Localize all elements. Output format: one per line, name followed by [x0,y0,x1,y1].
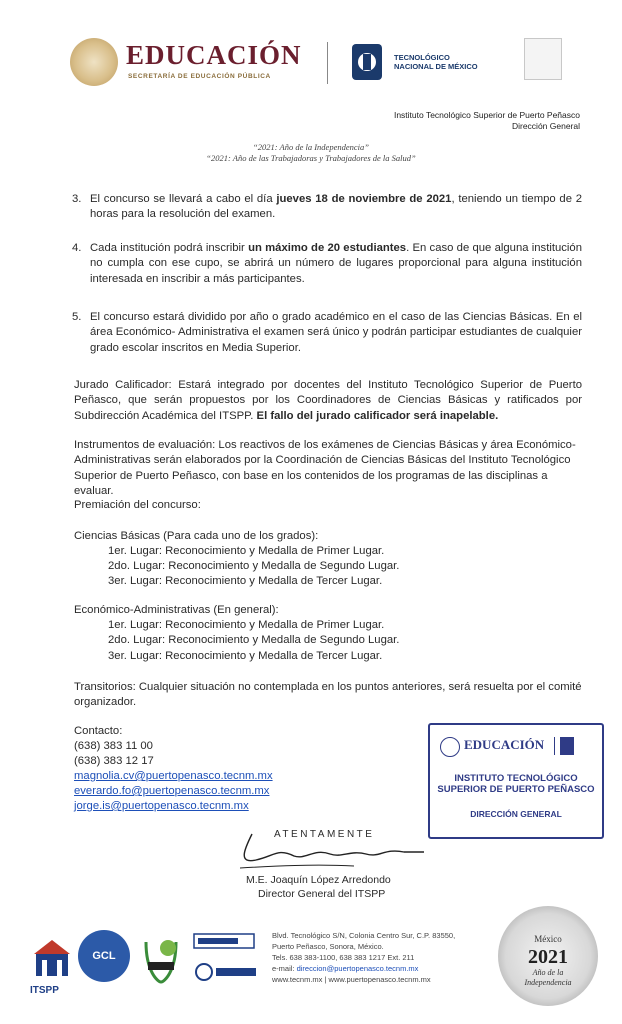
jurado-label: Jurado Calificador [74,379,169,391]
footer-email-line [272,963,455,974]
motto-line-1: “2021: Año de la Independencia” [253,142,369,152]
contact-email-link[interactable]: magnolia.cv@puertopenasco.tecnm.mx [74,770,273,782]
sep-logo-subtitle: SECRETARÍA DE EDUCACIÓN PÚBLICA [128,73,271,80]
tecnm-line2: NACIONAL DE MÉXICO [394,62,478,71]
mexico-coat-of-arms-logo [70,38,118,86]
ciencias-title: Ciencias Básicas (Para cada uno de los grados): [74,530,319,542]
premiacion-title: Premiación del concurso: [74,499,201,511]
economico-place: 3er. Lugar: Reconocimiento y Medalla de Tercer Lugar. [108,650,383,662]
tecnm-line1: TECNOLÓGICO [394,53,450,62]
list-item [72,310,582,356]
footer-web-links[interactable]: www.tecnm.mx | www.puertopenasco.tecnm.mx [272,975,431,984]
stamp-divider [554,737,555,755]
item-emphasis: un máximo de 20 estudiantes [248,242,407,254]
stamp-edu-title: EDUCACIÓN [464,737,545,752]
transitorios-label: Transitorios [74,681,133,693]
instrumentos-label: Instrumentos de evaluación [74,439,213,451]
signer-name: M.E. Joaquín López Arredondo [246,874,391,886]
contact-email-link[interactable]: jorge.is@puertopenasco.tecnm.mx [74,800,249,812]
contact-phone: (638) 383 11 00 [74,740,153,752]
plastic-free-logo-icon [138,932,184,984]
itspp-logo-icon [30,936,74,982]
motto-line-2: “2021: Año de las Trabajadoras y Trabajadores de la Salud” [206,153,416,163]
item-text: El concurso se llevará a cabo el día [90,193,277,205]
signer-title: Director General del ITSPP [258,888,386,900]
tecnm-logo-text [394,53,478,71]
ciencias-place: 1er. Lugar: Reconocimiento y Medalla de Primer Lugar. [108,545,385,557]
itspp-label: ITSPP [30,985,59,996]
item-text: El concurso estará dividido por año o grado académico en el caso de las Ciencias Básicas. En el área Económico- Administrativa el examen será único y podrán participar estudiantes de cualquier grado escolar inscritos en Media Superior. [90,311,582,354]
address-line: Tels. 638 383-1100, 638 383 1217 Ext. 211 [272,953,415,962]
badge-year: 2021 [528,946,568,968]
ciencias-place: 3er. Lugar: Reconocimiento y Medalla de Tercer Lugar. [108,575,383,587]
list-number: 3. [72,193,82,205]
tecnm-gear-icon [350,40,384,84]
state-emblem-logo [524,38,562,80]
jurado-text: : Estará integrado por docentes del Instituto Tecnológico Superior de Puerto Peñasco, que serán propuestos por los Coordinadores de Ciencias Básicas y ratificados por Subdirección Académica del ITSPP. [74,379,582,422]
address-line: Puerto Peñasco, Sonora, México. [272,942,384,951]
footer-email-link[interactable]: direccion@puertopenasco.tecnm.mx [296,964,419,973]
header-divider [327,42,328,84]
list-item [72,192,583,223]
stamp-line-2: SUPERIOR DE PUERTO PEÑASCO [437,784,595,795]
item-text: Cada institución podrá inscribir [90,242,249,254]
badge-line1: Año de la [532,968,564,977]
handwritten-signature [234,830,434,874]
economico-title: Económico-Administrativas (En general): [74,604,279,616]
contact-phone: (638) 383 12 17 [74,755,154,767]
stamp-line-1: INSTITUTO TECNOLÓGICO [454,773,578,784]
transitorios-text: : Cualquier situación no contemplada en los puntos anteriores, será resuelta por el comité organizador. [74,681,582,709]
instrumentos-paragraph [74,438,582,500]
closing-atentamente: ATENTAMENTE [274,829,375,840]
instrumentos-text: : Los reactivos de los exámenes de Ciencias Básicas y área Económico-Administrativas serán elaborados por la Coordinación de Ciencias Básicas del Instituto Tecnológico Superior de Puerto Peñasco, con base en los contenidos de los programas de las disciplinas a evaluar. [74,439,576,498]
stamp-department: DIRECCIÓN GENERAL [470,809,562,819]
item-text: , teniendo un tiempo de 2 horas para la resolución del examen. [90,193,583,221]
jurado-emphasis: El fallo del jurado calificador será inapelable. [256,409,499,422]
stamp-tecnm-icon [560,737,574,755]
caceca-accreditation-logo-icon [192,932,262,986]
jurado-paragraph [74,378,582,424]
address-line: Blvd. Tecnológico S/N, Colonia Centro Sur, C.P. 83550, [272,931,456,940]
institution-department: Dirección General [511,121,580,131]
email-label: e-mail: [272,964,297,973]
list-item [72,241,582,287]
transitorios-paragraph [74,680,582,711]
mexico-2021-badge [498,906,598,1006]
list-number: 5. [72,311,82,323]
contact-email-link[interactable]: everardo.fo@puertopenasco.tecnm.mx [74,785,270,797]
economico-place: 1er. Lugar: Reconocimiento y Medalla de Primer Lugar. [108,619,385,631]
stamp-institution [430,773,602,795]
economico-place: 2do. Lugar: Reconocimiento y Medalla de Segundo Lugar. [108,634,400,646]
list-number: 4. [72,242,82,254]
contact-title: Contacto: [74,725,123,737]
badge-line2: Independencia [524,978,572,987]
stamp-seal-icon [440,737,460,757]
footer-address [272,930,455,985]
ciencias-place: 2do. Lugar: Reconocimiento y Medalla de Segundo Lugar. [108,560,400,572]
item-emphasis: jueves 18 de noviembre de 2021 [276,193,452,205]
gcl-certification-logo: GCL [78,930,130,982]
institution-name: Instituto Tecnológico Superior de Puerto Peñasco [393,110,580,120]
item-text: . En caso de que alguna institución no cumpla con ese cupo, se abrirá un número de lugares proporcional para alguna institución interesada en inscribir a más participantes. [90,242,582,285]
official-stamp [428,723,604,839]
badge-country: México [534,934,562,944]
sep-logo-title: EDUCACIÓN [126,40,302,70]
